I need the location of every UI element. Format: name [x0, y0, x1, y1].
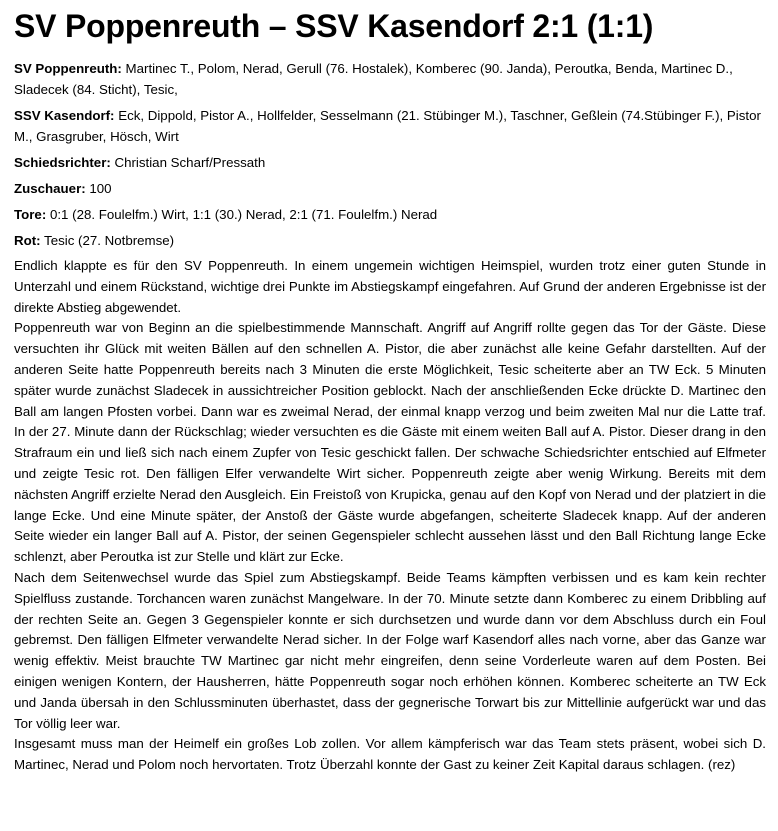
info-label: SSV Kasendorf: — [14, 108, 115, 123]
info-value: 0:1 (28. Foulelfm.) Wirt, 1:1 (30.) Nerad, 2:1 (71. Foulelfm.) Nerad — [46, 207, 438, 222]
info-label: Tore: — [14, 207, 47, 222]
page-title: SV Poppenreuth – SSV Kasendorf 2:1 (1:1) — [14, 8, 654, 44]
spectators — [14, 178, 766, 199]
report-paragraph: Insgesamt muss man der Heimelf ein großes Lob zollen. Vor allem kämpferisch war das Team stets präsent, wobei sich D. Martinec, Nerad und Polom noch hervortaten. Trotz Überzahl konnte der Gast zu keiner Zeit Kapital daraus schlagen. (rez) — [14, 736, 766, 773]
report-paragraph: Nach dem Seitenwechsel wurde das Spiel zum Abstiegskampf. Beide Teams kämpften verbissen und es kam kein rechter Spielfluss zustande. Torchancen waren zunächst Mangelware. In der 70. Minute setzte dann Komberec zu einem Dribbling auf der rechten Seite an. Gegen 3 Gegenspieler konnte er sich durchsetzen und wurde dann vor dem Abschluss durch ein Foul gebremst. Den fälligen Elfmeter verwandelte Nerad sicher. In der Folge warf Kasendorf alles nach vorne, aber das Ganze war wenig effektiv. Meist brauchte TW Martinec gar nicht mehr eingreifen, denn seine Vorderleute waren auf dem Posten. Bei einigen wenigen Kontern, der Hausherren, hätte Poppenreuth sogar noch erhöhen können. Komberec scheiterte an TW Eck und Janda übersah in den Schlussminuten überhastet, dass der gegnerische Torwart bis zur Mittellinie aufgerückt war und das Tor völlig leer war. — [14, 569, 766, 731]
report-body — [14, 256, 766, 776]
report-paragraph: Poppenreuth war von Beginn an die spielbestimmende Mannschaft. Angriff auf Angriff rollte gegen das Tor der Gäste. Diese versuchten ihr Glück mit weiten Bällen auf den schnellen A. Pistor, die aber zunächst alle keine Gefahr darstellten. Auf der anderen Seite hatte Poppenreuth bereits nach 3 Minuten die erste Möglichkeit, Tesic scheiterte aber an TW Eck. 5 Minuten später wurde zunächst Sladecek in aussichtreicher Position geblockt. Nach der anschließenden Ecke drückte D. Martinec den Ball am langen Pfosten vorbei. Dann war es zweimal Nerad, der einmal knapp verzog und beim zweiten Mal nur die Latte traf. In der 27. Minute dann der Rückschlag; wieder versuchten es die Gäste mit einem weiten Ball auf A. Pistor. Dieser drang in den Strafraum ein und ließ sich nach einem Zupfer von Tesic geschickt fallen. Der schwache Schiedsrichter entschied auf Elfmeter und zeigte Tesic rot. Den fälligen Elfer verwandelte Wirt sicher. Poppenreuth zeigte aber wenig Wirkung. Bereits mit dem nächsten Angriff erzielte Nerad den Ausgleich. Ein Freistoß von Krupicka, genau auf den Kopf von Nerad und der platziert in die lange Ecke. Und eine Minute später, der Anstoß der Gäste wurde abgefangen, scheiterte Sladecek knapp. Auf der anderen Seite wieder ein langer Ball auf A. Pistor, der seinen Gegenspieler schlecht aussehen lässt und den Ball Richtung lange Ecke schlenzt, aber Peroutka ist zur Stelle und klärt zur Ecke. — [14, 320, 766, 565]
info-label: Rot: — [14, 233, 41, 248]
info-value: Eck, Dippold, Pistor A., Hollfelder, Sesselmann (21. Stübinger M.), Taschner, Geßlein (74.Stübinger F.), Pistor M., Grasgruber, Hösch, Wirt — [14, 108, 761, 144]
lineup-away — [14, 105, 766, 147]
info-value: Martinec T., Polom, Nerad, Gerull (76. Hostalek), Komberec (90. Janda), Peroutka, Benda, Martinec D., Sladecek (84. Sticht), Tesic, — [14, 61, 733, 97]
info-label: SV Poppenreuth: — [14, 61, 122, 76]
match-report — [14, 0, 766, 776]
referee — [14, 152, 766, 173]
match-info — [14, 58, 766, 251]
info-value: Christian Scharf/Pressath — [110, 155, 266, 170]
goals — [14, 204, 766, 225]
info-label: Schiedsrichter: — [14, 155, 111, 170]
info-value: Tesic (27. Notbremse) — [40, 233, 175, 248]
lineup-home — [14, 58, 766, 100]
info-label: Zuschauer: — [14, 181, 86, 196]
info-value: 100 — [85, 181, 112, 196]
red-card — [14, 230, 766, 251]
report-paragraph: Endlich klappte es für den SV Poppenreuth. In einem ungemein wichtigen Heimspiel, wurden trotz einer guten Stunde in Unterzahl und einem Rückstand, wichtige drei Punkte im Abstiegskampf eingefahren. Auf Grund der anderen Ergebnisse ist der direkte Abstieg abgewendet. — [14, 258, 766, 315]
